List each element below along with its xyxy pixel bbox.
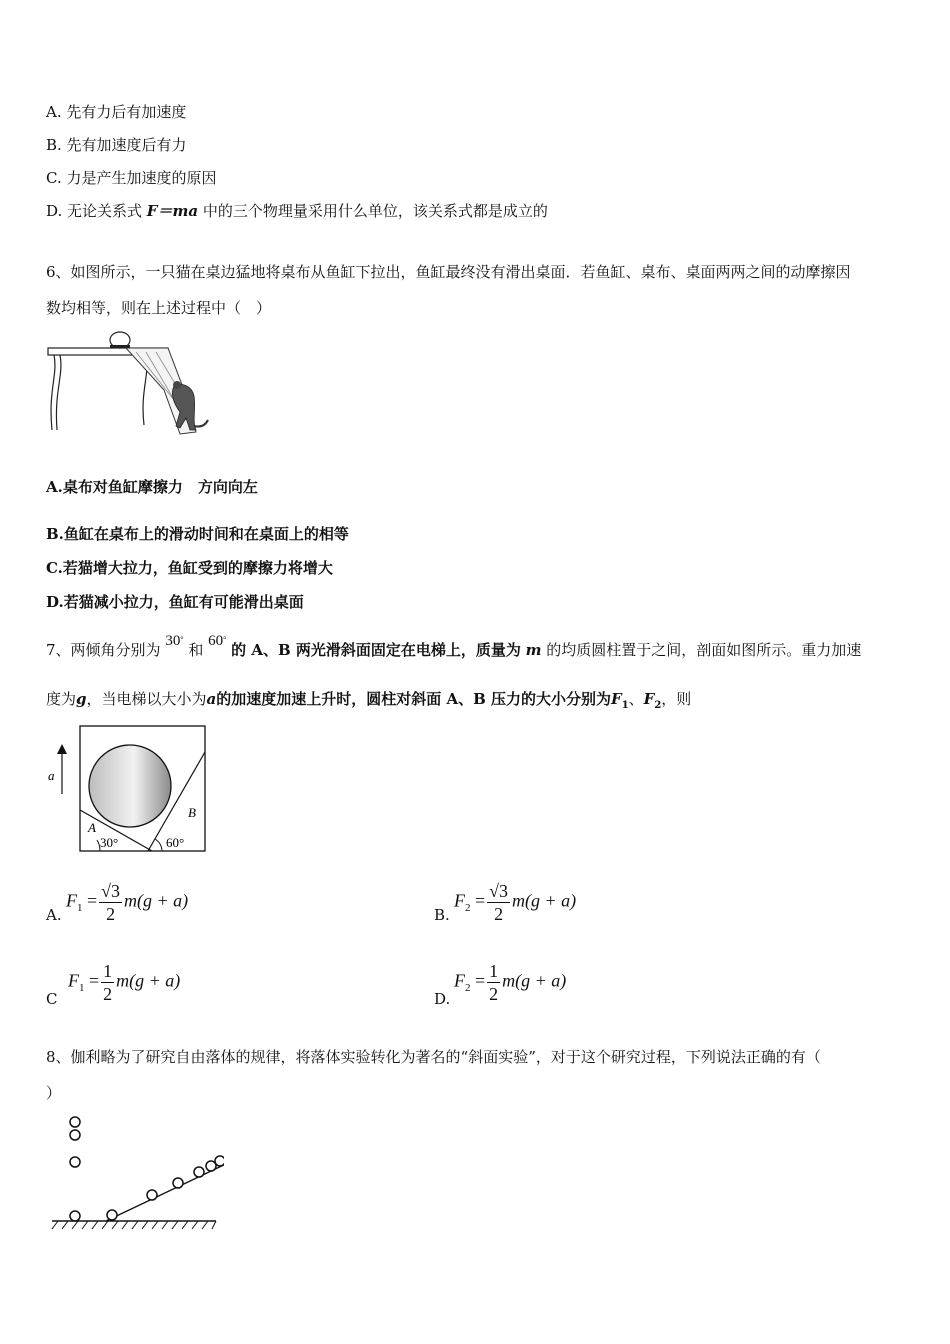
- q8-stem-line2: ）: [46, 1084, 62, 1102]
- q7-text-2: 和: [188, 641, 204, 659]
- q6-option-d: D.若猫减小拉力，鱼缸有可能滑出桌面: [46, 593, 304, 611]
- q7-angle1-value: 30: [165, 633, 181, 649]
- q7-F2-symbol: F: [643, 690, 655, 708]
- q7-option-a-fraction: [99, 880, 122, 925]
- q5-option-d-formula: F＝ma: [146, 202, 199, 220]
- q5-option-a: A. 先有力后有加速度: [46, 103, 187, 121]
- q6-stem-line1: 6、如图所示，一只猫在桌边猛地将桌布从鱼缸下拉出，鱼缸最终没有滑出桌面．若鱼缸、桌布、桌面两两之间的动摩擦因: [46, 263, 851, 281]
- q7-sep: 、: [628, 690, 644, 708]
- q7-mass-symbol: m: [525, 641, 542, 659]
- q6-option-a: A.桌布对鱼缸摩擦力 方向向左: [46, 478, 258, 496]
- q7-stem-line1: [46, 633, 862, 661]
- q7-option-d-rhs: m(g + a): [502, 970, 567, 991]
- q7-option-a-den: 2: [106, 904, 116, 924]
- q5-option-d-pre: D. 无论关系式: [46, 202, 147, 220]
- q7-angle2-value: 60: [208, 633, 224, 649]
- q7-option-d-label: D.: [434, 990, 451, 1008]
- q7-option-c-rhs: m(g + a): [116, 970, 181, 991]
- q7-option-c-sub: 1: [79, 982, 85, 995]
- q7-option-b-label: B.: [434, 906, 450, 924]
- q7-option-a-sub: 1: [77, 902, 83, 915]
- q7-text-5: 度为: [46, 690, 77, 708]
- q7-option-b-fraction: [487, 880, 510, 925]
- q7-option-d-lhs: F: [454, 970, 465, 991]
- q7-option-c-lhs: F: [68, 970, 79, 991]
- q5-option-d: [46, 201, 548, 221]
- q7-option-c-den: 2: [103, 984, 113, 1004]
- q6-cat-table-figure: [46, 330, 216, 436]
- q7-option-b-lhs: F: [454, 890, 465, 911]
- q7-option-a-rhs: m(g + a): [124, 890, 189, 911]
- q6-option-b: B.鱼缸在桌布上的滑动时间和在桌面上的相等: [46, 525, 349, 543]
- q7-option-d-formula: $F_2$ = $\frac{1}{2}$ m(g + a): [454, 961, 567, 1004]
- q7-angle1: 30°: [165, 633, 184, 649]
- q7-option-a-num: √3: [101, 881, 121, 901]
- q7-text-7: 的加速度加速上升时，圆柱对斜面 A、B 压力的大小分别为: [216, 690, 612, 708]
- q7-option-b-rhs: m(g + a): [512, 890, 577, 911]
- q7-text-1: 7、两倾角分别为: [46, 641, 161, 659]
- q7-elevator-figure: [44, 722, 210, 856]
- q6-option-c: C.若猫增大拉力，鱼缸受到的摩擦力将增大: [46, 559, 333, 577]
- q7-option-a-formula: $F_1$ = $\frac{√3}{2}$ m(g + a): [66, 881, 189, 924]
- q7-option-c-label: C: [46, 990, 58, 1008]
- q7-text-3: 的 A、B 两光滑斜面固定在电梯上，质量为: [231, 641, 521, 659]
- q5-option-b: B. 先有加速度后有力: [46, 136, 187, 154]
- q7-F1-symbol: F: [611, 690, 622, 708]
- q5-option-c: C. 力是产生加速度的原因: [46, 169, 217, 187]
- q7-option-d-num: 1: [489, 961, 499, 981]
- q7-F1-sub: 1: [621, 700, 629, 711]
- q7-option-b-formula: $F_2$ = $\frac{√3}{2}$ m(g + a): [454, 881, 577, 924]
- q7-fig-a-label: a: [48, 768, 55, 783]
- q7-option-b-den: 2: [494, 904, 504, 924]
- q7-fig-angle30: 30°: [100, 835, 119, 850]
- q7-a-symbol: a: [206, 690, 217, 708]
- q7-text-8: ，则: [661, 690, 692, 708]
- q7-fig-B-label: B: [188, 805, 196, 820]
- q7-stem-line2: [46, 689, 691, 716]
- q7-angle2: 60°: [208, 633, 227, 649]
- q7-option-d-sub: 2: [465, 982, 471, 995]
- q7-option-c-num: 1: [103, 961, 113, 981]
- q7-option-c-formula: $F_1$ = $\frac{1}{2}$ m(g + a): [68, 961, 181, 1004]
- q7-text-6: ，当电梯以大小为: [86, 690, 207, 708]
- q7-F2-sub: 2: [654, 700, 662, 711]
- q7-text-4: 的均质圆柱置于之间，剖面如图所示。重力加速: [546, 641, 862, 659]
- q7-option-b-sub: 2: [465, 902, 471, 915]
- q7-option-a-lhs: F: [66, 890, 77, 911]
- q8-stem-line1: 8、伽利略为了研究自由落体的规律，将落体实验转化为著名的“斜面实验”，对于这个研究过程，下列说法正确的有（: [46, 1048, 821, 1066]
- q7-option-d-den: 2: [489, 984, 499, 1004]
- q7-option-d-fraction: [487, 960, 500, 1005]
- q7-option-b-num: √3: [489, 881, 509, 901]
- q7-g-symbol: g: [76, 690, 87, 708]
- q5-option-d-post: 中的三个物理量采用什么单位，该关系式都是成立的: [198, 202, 548, 220]
- q7-fig-angle60: 60°: [166, 835, 185, 850]
- q7-option-a-label: A.: [46, 906, 62, 924]
- q7-option-c-fraction: [101, 960, 114, 1005]
- q8-incline-figure: [44, 1110, 224, 1234]
- q6-stem-line2: 数均相等，则在上述过程中（ ）: [46, 299, 272, 317]
- q7-fig-A-label: A: [88, 820, 96, 835]
